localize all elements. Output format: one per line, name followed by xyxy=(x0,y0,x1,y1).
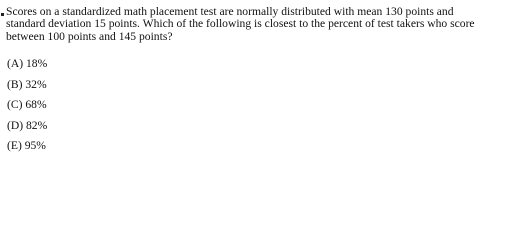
question-text xyxy=(6,6,516,43)
answer-choice-b: (B) 32% xyxy=(7,77,47,91)
answer-choice-d: (D) 82% xyxy=(7,118,48,132)
bullet-marker xyxy=(1,13,4,16)
question-line: Scores on a standardized math placement test are normally distributed with mean 130 points and xyxy=(6,5,454,18)
answer-choice-e: (E) 95% xyxy=(7,139,46,153)
question-line: standard deviation 15 points. Which of the following is closest to the percent of test takers who score xyxy=(6,17,475,31)
answer-choice-a: (A) 18% xyxy=(7,57,48,70)
answer-choices-list xyxy=(7,54,47,157)
question-line: between 100 points and 145 points? xyxy=(6,29,173,43)
answer-choice-c: (C) 68% xyxy=(7,98,47,112)
